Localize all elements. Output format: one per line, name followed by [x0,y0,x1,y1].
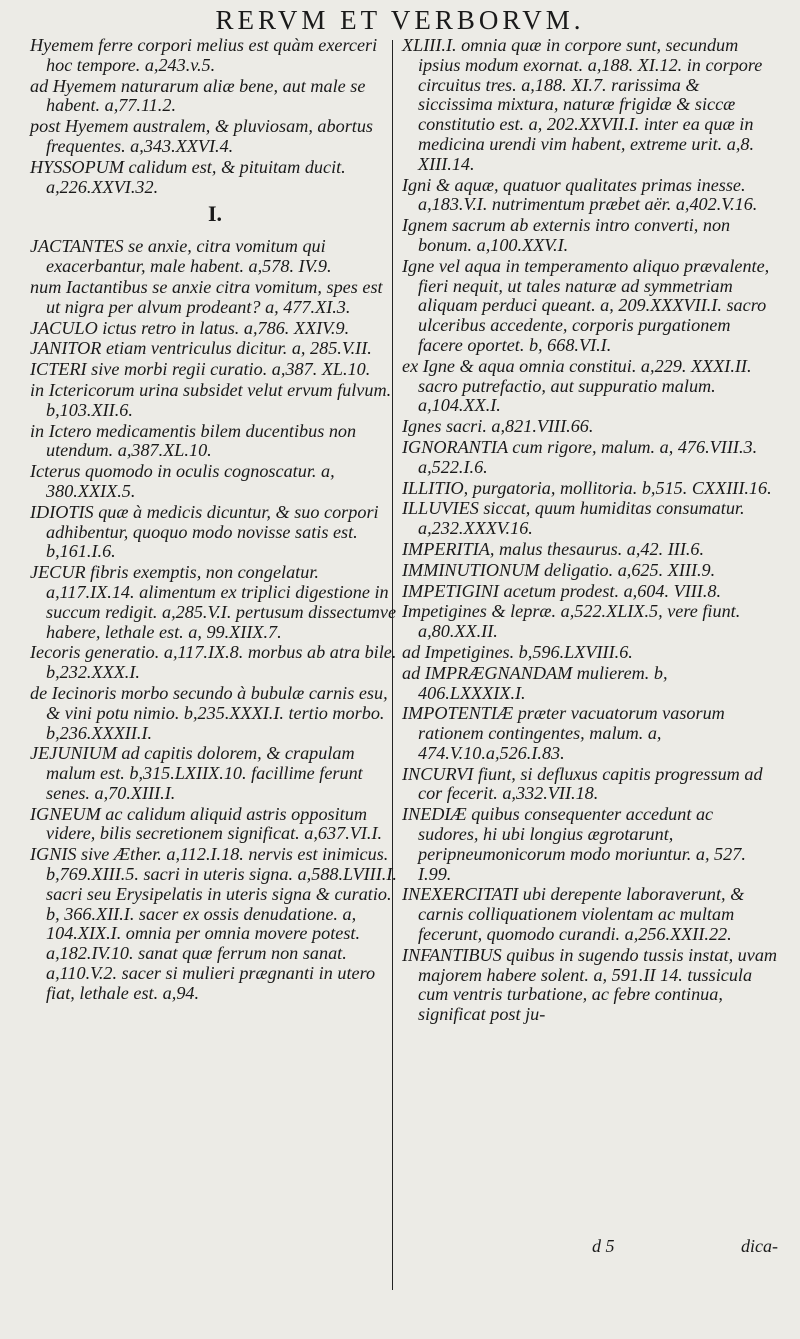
index-entry: ICTERI sive morbi regii curatio. a,387. XL.10. [30,359,371,380]
index-entry: de Iecinoris morbo secundo à bubulæ carnis esu, & vini potu nimio. b,235.XXXI.I. tertio morbo. b,236.XXXII.I. [30,682,388,743]
index-entry: Hyemem ferre corpori melius est quàm exerceri hoc tempore. a,243.v.5. [30,35,378,75]
index-entry: JECUR fibris exemptis, non congelatur. a,117.IX.14. alimentum ex triplici digestione in succum redigit. a,285.V.I. pertusum dissectumve habere, lethale est. a, 99.XIIX.7. [30,562,397,642]
index-entry: Impetigines & lepræ. a,522.XLIX.5, vere fiunt. a,80.XX.II. [402,601,741,642]
index-entry: ad IMPRÆGNANDAM mulierem. b, 406.LXXXIX.I. [402,662,668,703]
index-entry: Igni & aquæ, quatuor qualitates primas inesse. a,183.V.I. nutrimentum præbet aër. a,402.V.16. [402,174,758,215]
index-entry: IMMINUTIONUM deligatio. a,625. XIII.9. [402,559,716,580]
catchword: dica- [741,1236,778,1256]
index-entry: IMPETIGINI acetum prodest. a,604. VIII.8. [402,580,722,601]
index-entry: JACTANTES se anxie, citra vomitum qui exacerbantur, male habent. a,578. IV.9. [30,236,332,277]
index-entry: IMPOTENTIÆ præter vacuatorum vasorum rationem contingentes, malum. a, 474.V.10.a,526.I.83. [402,703,725,763]
index-entry: JACULO ictus retro in latus. a,786. XXIV.9. [30,317,350,338]
index-entry: IMPERITIA, malus thesaurus. a,42. III.6. [402,538,705,559]
index-entry: INCURVI fiunt, si defluxus capitis progressum ad cor fecerit. a,332.VII.18. [402,763,763,804]
index-entry: INFANTIBUS quibus in sugendo tussis instat, uvam majorem habere solent. a, 591.II 14. tussicula cum ventris turbatione, ac febre continua, significat post ju- [402,944,778,1025]
index-entry: INEDIÆ quibus consequenter accedunt ac sudores, hi ubi longius ægrotarunt, peripneumonicorum modo moriuntur. a, 527. I.99. [402,804,746,884]
index-entry: in Ictero medicamentis bilem ducentibus non utendum. a,387.XL.10. [30,420,357,461]
index-entry: XLIII.I. omnia quæ in corpore sunt, secundum ipsius modum exornat. a,188. XI.12. in corpore circuitus tres. a,188. XI.7. rarissima & siccissima mixtura, naturæ frigidæ & siccæ constitutio est. a, 202.XXVII.I. inter ea quæ in medicina urendi vim habent, extreme urit. a,8. XIII.14. [402,35,763,174]
index-entry: IGNEUM ac calidum aliquid astris oppositum videre, bilis secretionem significat. a,637.VI.I. [30,803,383,844]
index-entry: JEJUNIUM ad capitis dolorem, & crapulam malum est. b,315.LXIIX.10. facillime ferunt senes. a,70.XIII.I. [30,743,363,803]
page-footer [402,1236,778,1260]
index-entry: INEXERCITATI ubi derepente laboraverunt, & carnis colliquationem violentam ac multam fecerunt, quomodo curandi. a,256.XXII.22. [402,884,745,945]
index-entry: ex Igne & aqua omnia constitui. a,229. XXXI.II. sacro putrefactio, aut suppuratio malum. a,104.XX.I. [402,355,752,416]
index-entry: post Hyemem australem, & pluviosam, abortus frequentes. a,343.XXVI.4. [30,116,374,156]
index-entry: ad Hyemem naturarum aliæ bene, aut male se habent. a,77.11.2. [30,75,366,116]
index-entry: ILLITIO, purgatoria, mollitoria. b,515. CXXIII.16. [402,477,772,498]
index-entry: in Ictericorum urina subsidet velut ervum fulvum. b,103.XII.6. [30,379,392,420]
index-entry: HYSSOPUM calidum est, & pituitam ducit. a,226.XXVI.32. [30,156,346,197]
index-entry: IGNORANTIA cum rigore, malum. a, 476.VIII.3. a,522.I.6. [402,436,758,477]
index-entry: num Iactantibus se anxie citra vomitum, spes est ut nigra per alvum prodeant? a, 477.XI.3. [30,276,383,317]
running-title: RERVM ET VERBORVM. [215,5,585,35]
right-column [402,36,778,1026]
index-entry: Igne vel aqua in temperamento aliquo prævalente, fieri nequit, ut tales naturæ ad symmetriam aliquam perduci queant. a, 209.XXXVII.I. sacro ulceribus accedente, corporis purgationem facere oportet. b, 668.VI.I. [402,255,770,355]
index-entry: JANITOR etiam ventriculus dicitur. a, 285.V.II. [30,338,372,359]
index-entry: IDIOTIS quæ à medicis dicuntur, & suo corpori adhibentur, quoquo modo novisse satis est. b,161.I.6. [30,501,379,562]
index-entry: Icterus quomodo in oculis cognoscatur. a, 380.XXIX.5. [30,461,335,501]
index-entry: Iecoris generatio. a,117.IX.8. morbus ab atra bile. b,232.XXX.I. [30,642,397,683]
index-entry: ILLUVIES siccat, quum humiditas consumatur. a,232.XXXV.16. [402,498,745,539]
index-entry: Ignes sacri. a,821.VIII.66. [402,416,594,437]
index-entry: IGNIS sive Æther. a,112.I.18. nervis est inimicus. b,769.XIII.5. sacri in uteris signa. a,588.LVIII.I. sacri seu Erysipelatis in uteris signa & curatio. b, 366.XII.I. sacer ex ossis denudatione. a, 104.XIX.I. omnia per omnia movere potest. a,182.IV.10. sanat quæ ferrum non sanat. a,110.V.2. sacer si mulieri prægnanti in utero fiat, lethale est. a,94. [30,844,397,1003]
index-entry: Ignem sacrum ab externis intro converti, non bonum. a,100.XXV.I. [402,215,731,255]
index-entry: ad Impetigines. b,596.LXVIII.6. [402,641,633,662]
section-letter: I. [207,201,223,227]
signature-mark: d 5 [592,1236,615,1256]
left-column [30,36,400,1005]
